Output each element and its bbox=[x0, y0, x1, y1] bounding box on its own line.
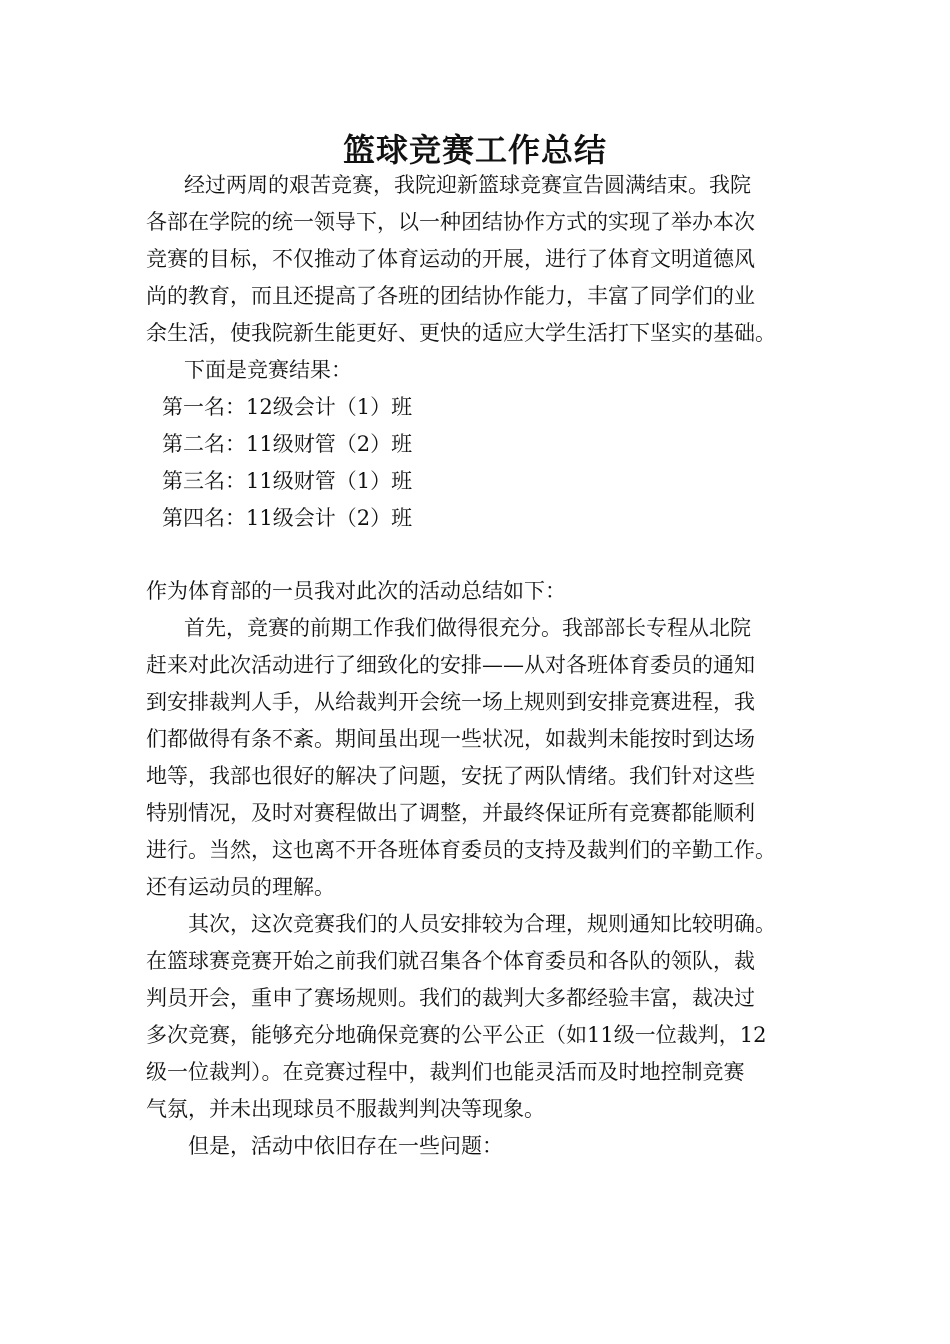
first-paragraph-line: 进行。当然，这也离不开各班体育委员的支持及裁判们的辛勤工作。 bbox=[146, 838, 776, 862]
second-paragraph-line: 多次竞赛，能够充分地确保竞赛的公平公正（如11级一位裁判，12 bbox=[146, 1023, 767, 1047]
result-item: 第四名：11级会计（2）班 bbox=[162, 506, 413, 530]
first-paragraph-line: 地等，我部也很好的解决了问题，安抚了两队情绪。我们针对这些 bbox=[146, 764, 755, 788]
results-intro: 下面是竞赛结果： bbox=[184, 358, 352, 382]
result-item: 第三名：11级财管（1）班 bbox=[162, 469, 413, 493]
first-paragraph-line: 们都做得有条不紊。期间虽出现一些状况，如裁判未能按时到达场 bbox=[146, 727, 755, 751]
second-paragraph-line: 其次，这次竞赛我们的人员安排较为合理，规则通知比较明确。 bbox=[188, 912, 776, 936]
result-item: 第二名：11级财管（2）班 bbox=[162, 432, 413, 456]
first-paragraph-line: 到安排裁判人手，从给裁判开会统一场上规则到安排竞赛进程，我 bbox=[146, 690, 755, 714]
intro-line: 尚的教育，而且还提高了各班的团结协作能力，丰富了同学们的业 bbox=[146, 284, 755, 308]
intro-line: 经过两周的艰苦竞赛，我院迎新篮球竞赛宣告圆满结束。我院 bbox=[184, 173, 751, 197]
summary-intro: 作为体育部的一员我对此次的活动总结如下： bbox=[146, 579, 566, 603]
second-paragraph-line: 级一位裁判）。在竞赛过程中，裁判们也能灵活而及时地控制竞赛 bbox=[146, 1060, 745, 1084]
first-paragraph-line: 赶来对此次活动进行了细致化的安排——从对各班体育委员的通知 bbox=[146, 653, 755, 677]
second-paragraph-line: 判员开会，重申了赛场规则。我们的裁判大多都经验丰富，裁决过 bbox=[146, 986, 755, 1010]
intro-line: 各部在学院的统一领导下，以一种团结协作方式的实现了举办本次 bbox=[146, 210, 755, 234]
page-title: 篮球竞赛工作总结 bbox=[342, 131, 607, 169]
first-paragraph-line: 还有运动员的理解。 bbox=[146, 875, 335, 899]
intro-line: 余生活，使我院新生能更好、更快的适应大学生活打下坚实的基础。 bbox=[146, 321, 776, 345]
result-item: 第一名：12级会计（1）班 bbox=[162, 395, 413, 419]
problems-intro: 但是，活动中依旧存在一些问题： bbox=[188, 1134, 503, 1158]
second-paragraph-line: 气氛，并未出现球员不服裁判判决等现象。 bbox=[146, 1097, 545, 1121]
intro-line: 竞赛的目标，不仅推动了体育运动的开展，进行了体育文明道德风 bbox=[146, 247, 755, 271]
first-paragraph-line: 首先，竞赛的前期工作我们做得很充分。我部部长专程从北院 bbox=[184, 616, 751, 640]
first-paragraph-line: 特别情况，及时对赛程做出了调整，并最终保证所有竞赛都能顺利 bbox=[146, 801, 755, 825]
second-paragraph-line: 在篮球赛竞赛开始之前我们就召集各个体育委员和各队的领队，裁 bbox=[146, 949, 755, 973]
